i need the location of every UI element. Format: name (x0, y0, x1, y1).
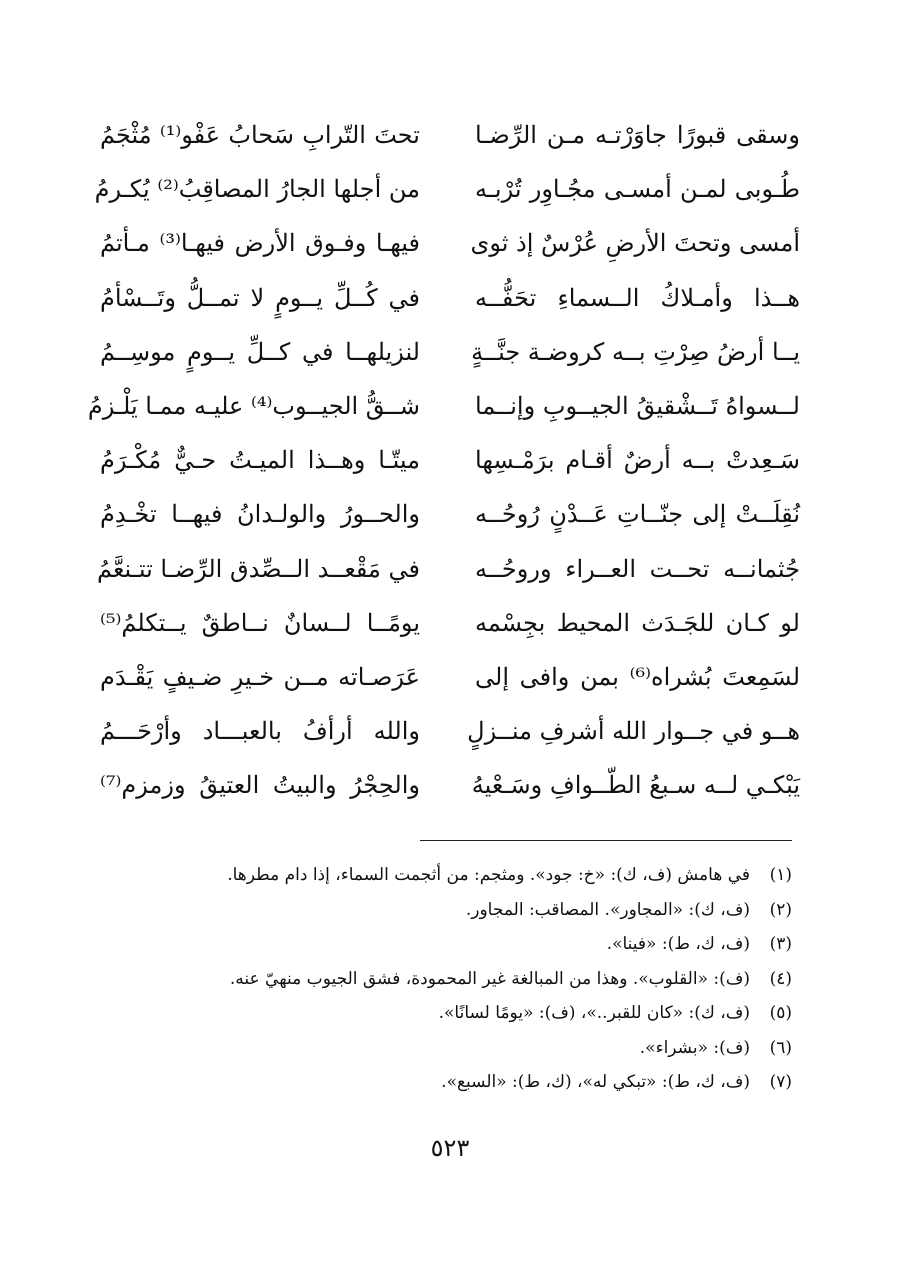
footnote-number: (٧) (769, 1072, 792, 1092)
verse-first-hemistich: لــسواهُ تَــشْقيقُ الجيــوبِ وإنــما (475, 392, 800, 421)
verse-second-hemistich: شــقُّ الجيــوب⁽⁴⁾ عليـه ممـا يَلْـزمُ (87, 392, 420, 421)
verse-second-hemistich: عَرَصـاته مــن خـيرِ ضـيفٍ يَقْـدَم (100, 662, 420, 691)
verse-row (100, 704, 800, 758)
verse-second-hemistich: والحِجْرُ والبيتُ العتيقُ وزمزم⁽⁷⁾ (100, 771, 420, 800)
verse-second-hemistich: والحــورُ والولـدانُ فيهــا تخْـدِمُ (100, 500, 420, 529)
footnote-text: (ف): «بشراء». (639, 1037, 750, 1058)
footnote (100, 962, 792, 997)
footnote-number: (٤) (769, 968, 792, 989)
verse-row (100, 596, 800, 650)
footnote (100, 996, 792, 1031)
footnote (100, 1065, 792, 1100)
verse-first-hemistich: أمسى وتحتَ الأرضِ عُرْسٌ إذ ثوى (470, 229, 800, 258)
footnote-number: (٣) (769, 934, 792, 954)
verse-first-hemistich: لسَمِعتَ بُشراه⁽⁶⁾ بمن وافى إلى (475, 662, 800, 691)
footnote-number: (٥) (769, 1003, 792, 1023)
page-number: ٥٢٣ (430, 1134, 470, 1162)
verse-second-hemistich: من أجلها الجارُ المصاقِبُ⁽²⁾ يُكـرمُ (94, 175, 420, 204)
footnote-number: (١) (769, 865, 792, 885)
verse-row (100, 216, 800, 270)
verse-first-hemistich: يَبْكـي لــه سـبعُ الطّــوافِ وسَـعْيهُ (471, 771, 800, 800)
verse-second-hemistich: في مَقْعــد الــصِّدق الرِّضـا تتـنعَّمُ (97, 554, 420, 583)
footnote (100, 893, 792, 928)
verse-second-hemistich: فيهـا وفـوق الأرض فيهـا⁽³⁾ مـأتمُ (100, 229, 420, 258)
footnote-text: (ف، ك): «كان للقبر..»، (ف): «يومًا لسانًا». (438, 1003, 750, 1023)
verse-row (94, 162, 800, 216)
verse-first-hemistich: لو كـان للجَـدَث المحيط بجِسْمه (475, 608, 800, 637)
verse-first-hemistich: طُـوبى لمـن أمسـى مجُـاوِر تُرْبـه (475, 175, 800, 204)
verse-first-hemistich: هــو في جــوار الله أشرفِ منــزلٍ (467, 717, 800, 746)
verse-row (100, 650, 800, 704)
footnote-text: (ف): «القلوب». وهذا من المبالغة غير المحمودة، فشق الجيوب منهيّ عنه. (229, 968, 750, 989)
verse-first-hemistich: هــذا وأمـلاكُ الــسماءِ تحَفُّــه (475, 283, 800, 312)
verse-second-hemistich: لنزيلهــا في كــلِّ يــومٍ موسِــمُ (100, 337, 420, 366)
footnote (100, 1031, 792, 1066)
verse-row (100, 271, 800, 325)
verse-first-hemistich: يــا أرضُ صِرْتِ بــه كروضـة جنَّــةٍ (471, 337, 800, 366)
verse-second-hemistich: ميتّـا وهــذا الميـتُ حـيٌّ مُكْـرَمُ (100, 446, 420, 475)
verse-row (100, 758, 800, 812)
verse-row (100, 433, 800, 487)
footnote-divider (420, 840, 792, 841)
footnote-text: (ف، ك، ط): «فينا». (606, 934, 750, 954)
verse-row (87, 379, 800, 433)
verse-first-hemistich: سَـعِدتْ بــه أرضٌ أقـام برَمْـسِها (475, 446, 800, 475)
verse-second-hemistich: تحتَ التّرابِ سَحابُ عَفْو⁽¹⁾ مُثْجَمُ (100, 121, 420, 150)
verse-row (97, 542, 800, 596)
verse-first-hemistich: نُقِلَــتْ إلى جنّــاتِ عَــدْنٍ رُوحُــه (475, 500, 800, 529)
verse-row (100, 487, 800, 541)
verse-first-hemistich: وسقى قبورًا جاوَرْتـه مـن الرِّضـا (475, 121, 800, 150)
footnote (100, 927, 792, 962)
verse-second-hemistich: يومًــا لــسانٌ نــاطقٌ يــتكلمُ⁽⁵⁾ (100, 608, 420, 637)
footnote (100, 858, 792, 893)
footnote-number: (٢) (769, 899, 792, 920)
footnote-text: (ف، ك، ط): «تبكي له»، (ك، ط): «السبع». (441, 1072, 750, 1092)
verse-second-hemistich: والله أرأفُ بالعبـــاد وأرْحَـــمُ (100, 717, 420, 746)
poem (87, 108, 800, 812)
verse-row (100, 325, 800, 379)
footnotes (100, 858, 792, 1100)
verse-second-hemistich: في كُــلِّ يــومٍ لا تمــلُّ وتَــسْأمُ (100, 283, 420, 312)
verse-first-hemistich: جُثمانــه تحــت العــراء وروحُــه (475, 554, 800, 583)
footnote-number: (٦) (769, 1037, 792, 1058)
footnote-text: في هامش (ف، ك): «خ: جود». ومثجم: من أثجمت السماء، إذا دام مطرها. (227, 865, 750, 885)
verse-row (100, 108, 800, 162)
footnote-text: (ف، ك): «المجاور». المصاقب: المجاور. (465, 899, 750, 920)
